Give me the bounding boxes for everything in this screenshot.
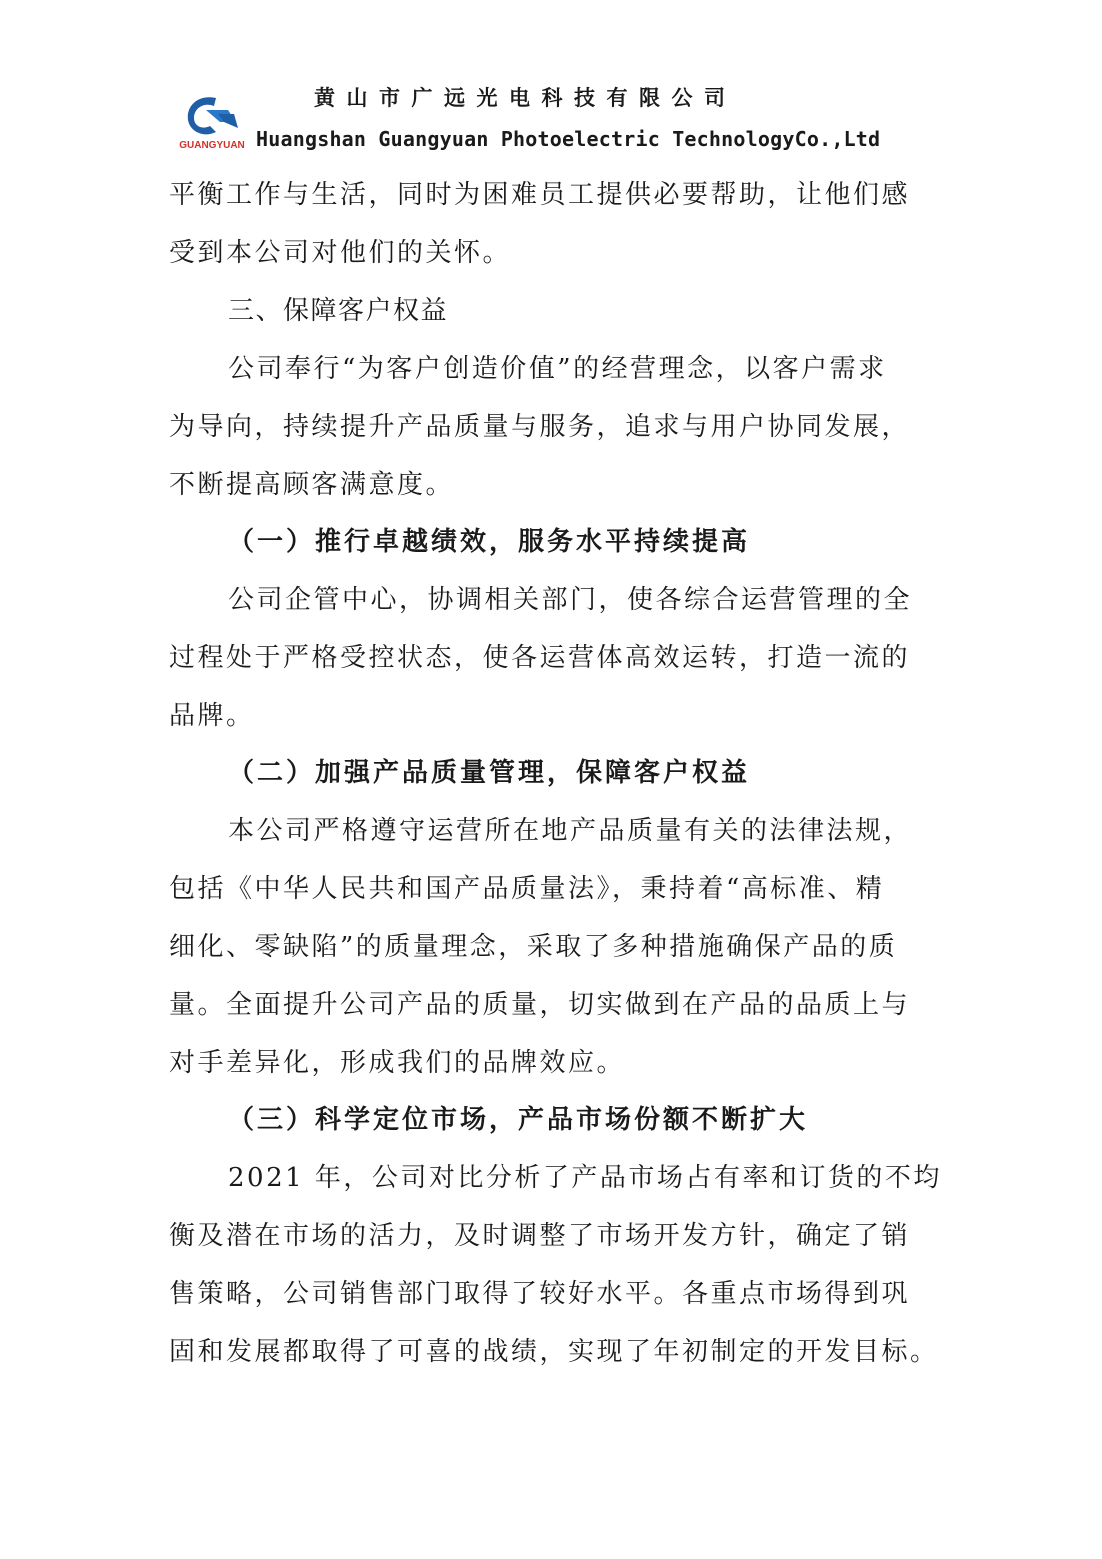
body-line: 固和发展都取得了可喜的战绩，实现了年初制定的开发目标。 [169,1337,939,1367]
body-line: 过程处于严格受控状态，使各运营体高效运转，打造一流的 [169,643,911,673]
subsection-heading: （二）加强产品质量管理，保障客户权益 [228,758,751,788]
body-line: 量。全面提升公司产品的质量，切实做到在产品的品质上与 [169,990,911,1020]
company-name-en: Huangshan Guangyuan Photoelectric TechnologyCo.,Ltd [256,127,881,151]
logo-text: GUANGYUAN [179,140,245,151]
body-line: 本公司严格遵守运营所在地产品质量有关的法律法规， [228,816,913,846]
body-line: 2021 年，公司对比分析了产品市场占有率和订货的不均 [228,1163,942,1193]
body-line: 平衡工作与生活，同时为困难员工提供必要帮助，让他们感 [169,180,911,210]
section-heading: 三、保障客户权益 [228,296,449,326]
body-line: 包括《中华人民共和国产品质量法》，秉持着“高标准、精 [169,874,885,904]
company-name-cn: 黄山市广远光电科技有限公司 [314,86,737,110]
body-line: 衡及潜在市场的活力，及时调整了市场开发方针，确定了销 [169,1221,911,1251]
subsection-heading: （三）科学定位市场，产品市场份额不断扩大 [228,1105,809,1135]
body-line: 公司奉行“为客户创造价值”的经营理念，以客户需求 [228,354,887,384]
body-line: 受到本公司对他们的关怀。 [169,238,512,268]
body-line: 品牌。 [169,701,255,731]
body-line: 不断提高顾客满意度。 [169,470,455,500]
company-logo [176,92,248,152]
body-line: 对手差异化，形成我们的品牌效应。 [169,1048,626,1078]
body-line: 为导向，持续提升产品质量与服务，追求与用户协同发展， [169,412,911,442]
body-line: 公司企管中心，协调相关部门，使各综合运营管理的全 [228,585,913,615]
body-line: 售策略，公司销售部门取得了较好水平。各重点市场得到巩 [169,1279,911,1309]
subsection-heading: （一）推行卓越绩效，服务水平持续提高 [228,527,751,557]
body-line: 细化、零缺陷”的质量理念，采取了多种措施确保产品的质 [169,932,898,962]
